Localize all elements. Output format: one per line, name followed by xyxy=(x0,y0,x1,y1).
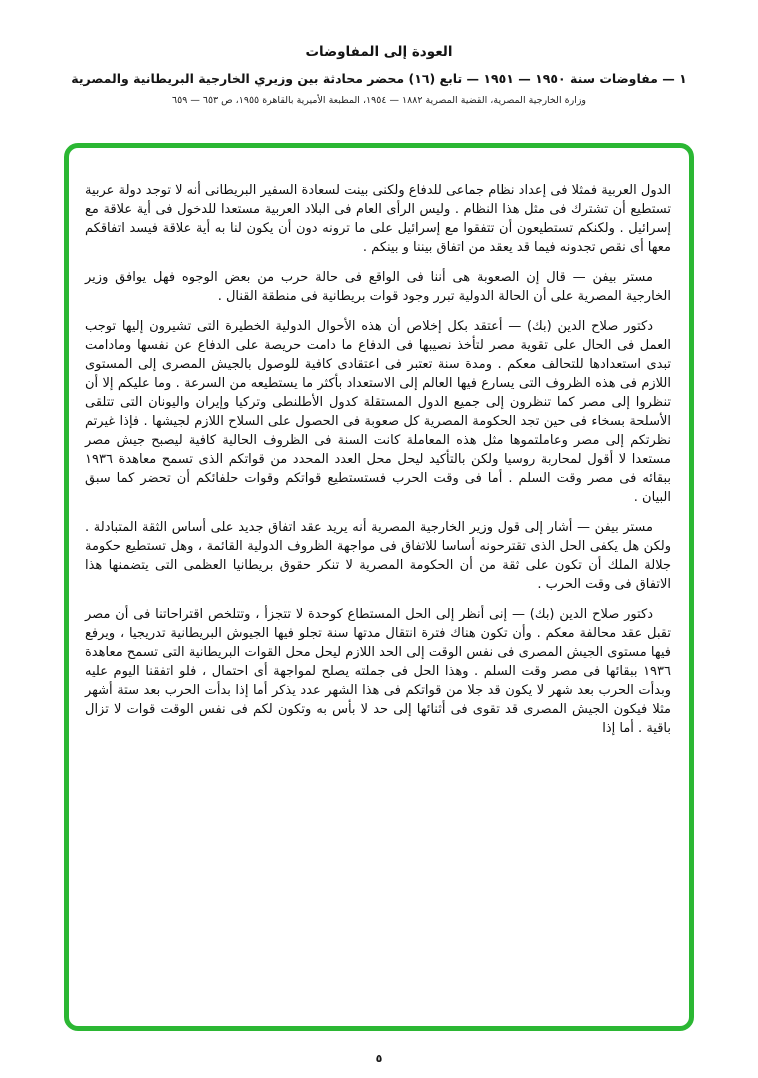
body-paragraph: دكتور صلاح الدين (بك) — أعتقد بكل إخلاص أن هذه الأحوال الدولية الخطيرة التى تشيرون إليها توجب العمل فى الحال على تقوية مصر لتأخذ نصيبها فى الدفاع ما دامت حريصة على الدفاع عن نفسها ومادامت تبدى استعدادها للتحالف معكم . ومدة سنة تعتبر فى اعتقادى كافية للوصول بالجيش المصرى إلى المستوى اللازم فى هذه الظروف التى يسارع فيها العالم إلى الاستعداد بأكثر ما يستطيعه من السرعة . وما عليكم إلا أن تنظروا إلى مصر كما تنظرون إلى جميع الدول المستقلة كدول الأطلنطى وتركيا وإيران واليونان التى تتلقى الأسلحة بسخاء فى حين تجد الحكومة المصرية كل صعوبة فى الحصول على السلاح اللازم لجيشها . فإذا غيرتم نظرتكم إلى مصر وعاملتموها مثل هذه المعاملة كانت السنة فى الظروف الحالية كافية ليصبح جيش مصر مستعدا لا أقول لمحاربة روسيا ولكن بالتأكيد ليحل محل العدد المحدد من قواتكم الذى تسمح معاهدة ١٩٣٦ ببقائه فى مصر وقت السلم . أما فى وقت الحرب فستستطيع قواتكم وقوات حلفائكم أن تحضر كما سبق البيان . xyxy=(85,319,671,505)
page-header xyxy=(0,44,758,106)
body-paragraph: الدول العربية فمثلا فى إعداد نظام جماعى للدفاع ولكنى بينت لسعادة السفير البريطانى أنه لا توجد دولة عربية تستطيع أن تشترك فى مثل هذا النظام . وليس الرأى العام فى البلاد العربية مستعدا للدخول فى أية علاقة مع إسرائيل . ولكنكم تستطيعون أن تتفقوا مع إسرائيل على ما ترونه دون أن يكون لنا به أية علاقة فيسد اتفاقكم معها أى نقص تجدونه فيما قد يعقد من اتفاق بيننا و بينكم . xyxy=(85,183,671,255)
source-citation: وزارة الخارجية المصرية، القضية المصرية ١٨٨٢ — ١٩٥٤، المطبعة الأميرية بالقاهرة ١٩٥٥، ص ٦٥٣ — ٦٥٩ xyxy=(171,95,586,106)
document-body xyxy=(85,181,671,749)
page-number: ٥ xyxy=(375,1052,383,1065)
body-paragraph: دكتور صلاح الدين (بك) — إنى أنظر إلى الحل المستطاع كوحدة لا تتجزأ ، وتتلخص اقتراحاتنا فى أن مصر تقبل عقد محالفة معكم . وأن تكون هناك فترة انتقال مدتها سنة تجلو فيها الجيوش البريطانية تدريجيا ، ويرفع فيها مستوى الجيش المصرى فى نفس الوقت إلى الحد اللازم ليحل محل القوات البريطانية التى تسمح معاهدة ١٩٣٦ ببقائها فى مصر وقت السلم . وهذا الحل فى جملته يصلح لمواجهة أى احتمال ، فلو اتفقنا اليوم عليه وبدأت الحرب بعد شهر لا يكون قد جلا من قواتكم فى هذا الشهر عدد يذكر أما إذا بدأت الحرب بعد ستة أشهر مثلا فيكون الجيش المصرى قد تقوى فى أثنائها إلى حد لا بأس به وتكون لكم فى نفس الوقت قوات لا تزال باقية . أما إذا xyxy=(85,607,671,736)
highlight-box xyxy=(64,143,694,1031)
page-title: العودة إلى المفاوضات xyxy=(305,44,453,60)
body-paragraph: مستر بيفن — قال إن الصعوبة هى أننا فى الواقع فى حالة حرب من بعض الوجوه فهل يوافق وزير الخارجية المصرية على أن الحالة الدولية تبرر وجود قوات بريطانية فى منطقة القنال . xyxy=(85,270,671,304)
page-subtitle: ١ — مفاوضات سنة ١٩٥٠ — ١٩٥١ — تابع (١٦) محضر محادثة بين وزيري الخارجية البريطانية والمصرية xyxy=(71,71,687,86)
body-paragraph: مستر بيفن — أشار إلى قول وزير الخارجية المصرية أنه يريد عقد اتفاق جديد على أساس الثقة المتبادلة . ولكن هل يكفى الحل الذى تقترحونه أساسا للاتفاق فى مواجهة الظروف الدولية القائمة ، وهل تستطيع حكومة جلالة الملك أن تكون على ثقة من أن الحكومة المصرية لا تنكر حقوق بريطانيا العظمى التى يتضمنها هذا الاتفاق فى وقت الحرب . xyxy=(85,520,671,592)
